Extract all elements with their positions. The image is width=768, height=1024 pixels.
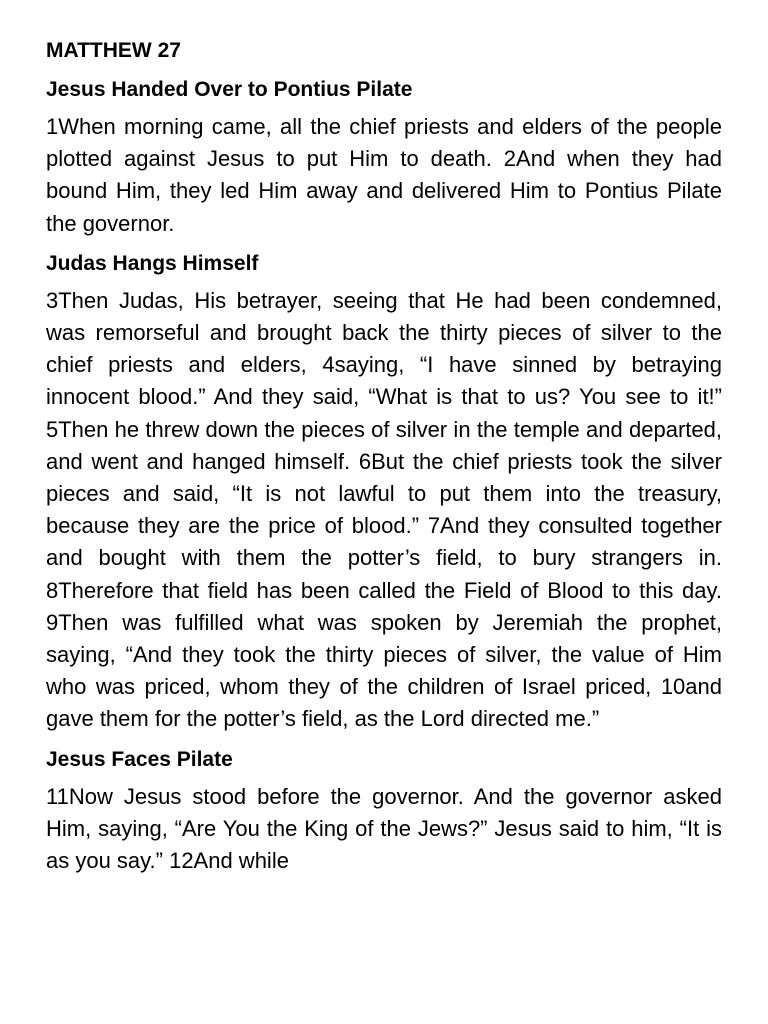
section-text-faces-pilate: 11Now Jesus stood before the governor. And the governor asked Him, saying, “Are You the King of the Jews?” Jesus said to him, “It is as you say.” 12And while	[46, 783, 722, 874]
chapter-title: MATTHEW 27	[46, 39, 181, 62]
section-heading-pilate: Jesus Handed Over to Pontius Pilate	[46, 78, 413, 101]
section-text-pilate: 1When morning came, all the chief priests and elders of the people plotted against Jesus to put Him to death. 2And when they had bound Him, they led Him away and delivered Him to Pontius Pilate the governor.	[46, 114, 722, 236]
section-heading-faces-pilate: Jesus Faces Pilate	[46, 747, 233, 771]
section-heading-judas: Judas Hangs Himself	[46, 251, 259, 275]
section-text-judas: 3Then Judas, His betrayer, seeing that He had been condemned, was remorseful and brought back the thirty pieces of silver to the chief priests and elders, 4saying, “I have sinned by betraying innocent blood.” And they said, “What is that to us? You see to it!” 5Then he threw down the pieces of silver in the temple and departed, and went and hanged himself. 6But the chief priests took the silver pieces and said, “It is not lawful to put them into the treasury, because they are the price of blood.” 7And they consulted together and bought with them the potter’s field, to bury strangers in. 8Therefore that field has been called the Field of Blood to this day. 9Then was fulfilled what was spoken by Jeremiah the prophet, saying, “And they took the thirty pieces of silver, the value of Him who was priced, whom they of the children of Israel priced, 10and gave them for the potter’s field, as the Lord directed me.”	[46, 287, 722, 732]
document-page	[46, 36, 722, 886]
